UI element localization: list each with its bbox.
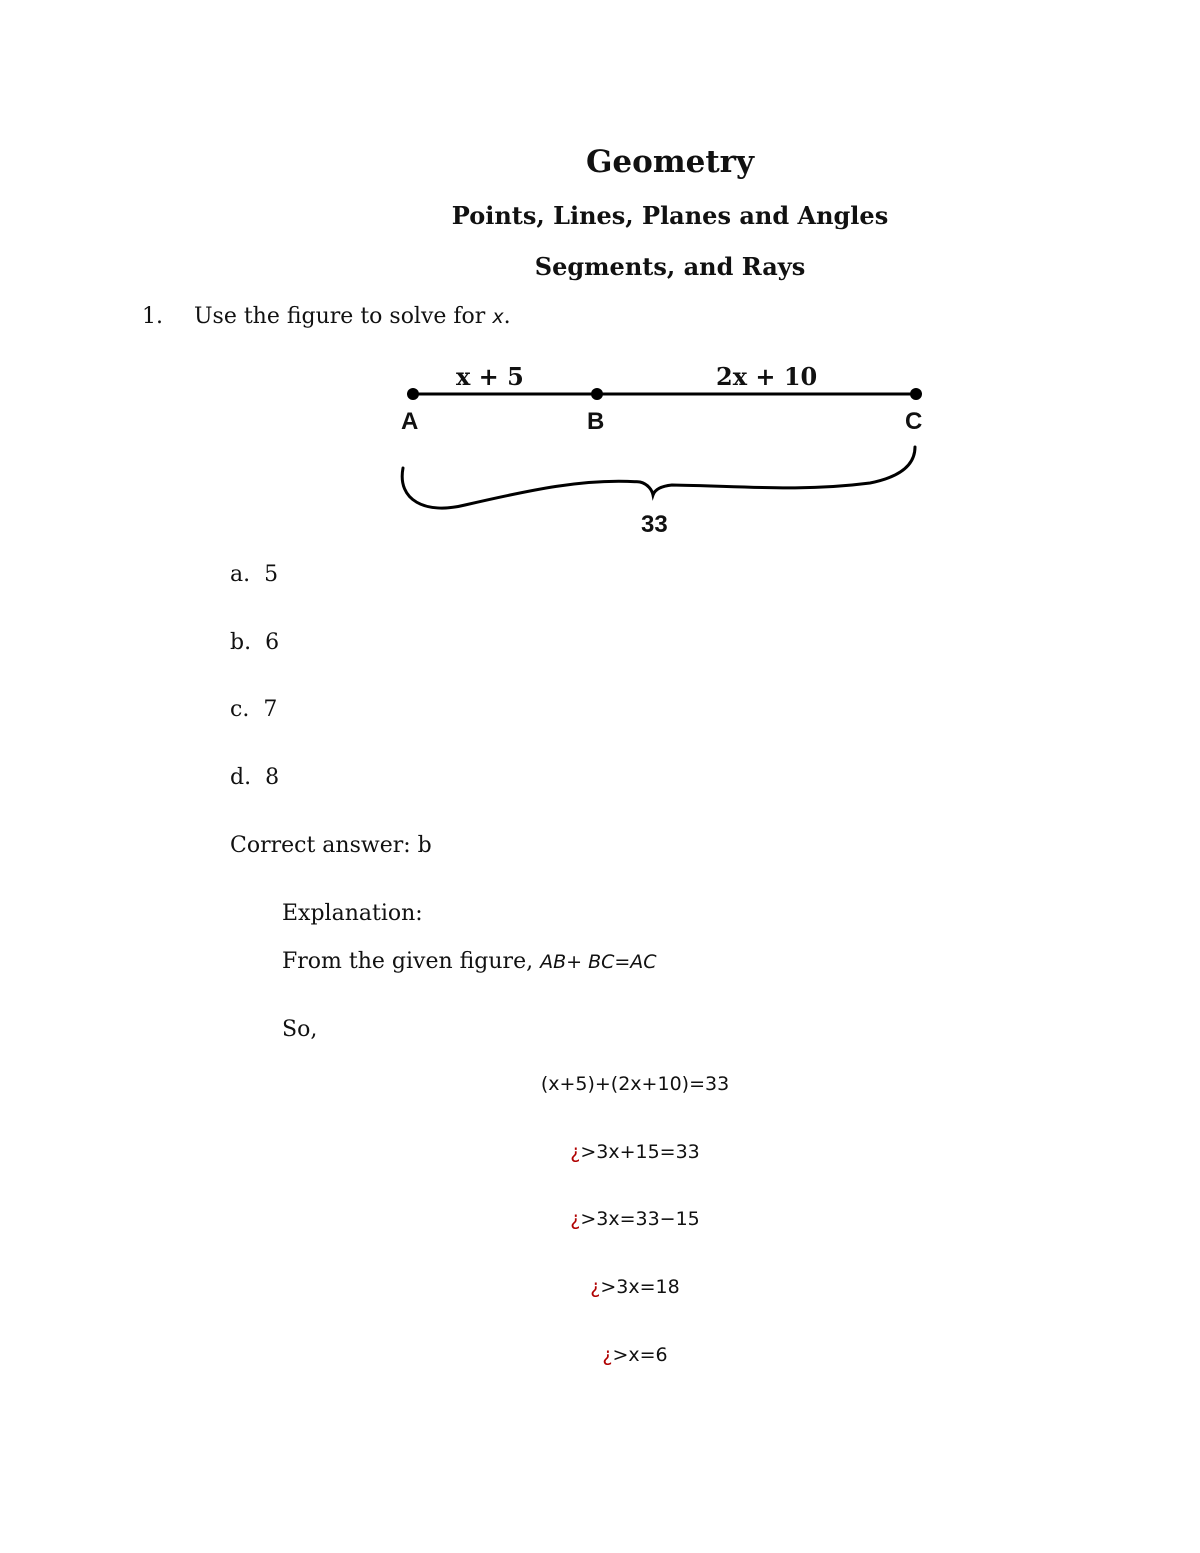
- point-b-label: B: [587, 408, 605, 435]
- option-letter: a.: [230, 562, 251, 587]
- question-prompt-end: .: [503, 304, 511, 329]
- page-title: Geometry: [585, 144, 755, 180]
- explanation-heading: Explanation:: [282, 901, 423, 926]
- label-bc-text: 2x + 10: [716, 362, 818, 391]
- option-c: [230, 697, 277, 722]
- equation-4: [0, 1276, 1200, 1298]
- point-b-dot: [591, 388, 603, 400]
- equation-2: [0, 1141, 1200, 1163]
- question-variable: x: [492, 306, 504, 328]
- point-c-dot: [910, 388, 922, 400]
- equation-4-error-glyph: ¿: [590, 1276, 601, 1298]
- option-letter: c.: [230, 697, 250, 722]
- explanation-intro-text: From the given figure,: [282, 949, 534, 974]
- correct-answer: Correct answer: b: [230, 833, 432, 858]
- total-length-label: 33: [641, 511, 668, 538]
- point-a-dot: [407, 388, 419, 400]
- option-letter: b.: [230, 630, 252, 655]
- equation-3-error-glyph: ¿: [570, 1208, 581, 1230]
- equation-2-error-glyph: ¿: [570, 1141, 581, 1163]
- point-c-label: C: [905, 408, 923, 435]
- equation-5-error-glyph: ¿: [602, 1344, 613, 1366]
- label-ab-text: x + 5: [456, 362, 524, 391]
- option-value: 7: [263, 697, 278, 722]
- equation-3: [0, 1208, 1200, 1230]
- question-number: 1.: [142, 304, 163, 329]
- question-prompt-text: Use the figure to solve for: [194, 304, 486, 329]
- option-letter: d.: [230, 765, 252, 790]
- equation-5-text: >x=6: [612, 1344, 668, 1366]
- option-a: [230, 562, 278, 587]
- label-ab: [456, 362, 524, 391]
- point-a-label: A: [401, 408, 419, 435]
- equation-5: [0, 1344, 1200, 1366]
- segment-figure: [0, 0, 1200, 560]
- equation-4-text: >3x=18: [600, 1276, 680, 1298]
- option-value: 8: [265, 765, 280, 790]
- subtitle-segments-rays: Segments, and Rays: [534, 252, 806, 281]
- label-bc: [716, 362, 817, 391]
- explanation-relation: AB+ BC=AC: [540, 951, 657, 973]
- option-b: [230, 630, 279, 655]
- equation-2-text: >3x+15=33: [580, 1141, 700, 1163]
- option-value: 6: [265, 630, 280, 655]
- brace-curve: [402, 447, 915, 508]
- option-d: [230, 765, 279, 790]
- equation-3-text: >3x=33−15: [580, 1208, 700, 1230]
- explanation-intro: [282, 949, 657, 974]
- option-value: 5: [264, 562, 279, 587]
- equation-1: (x+5)+(2x+10)=33: [540, 1073, 730, 1095]
- explanation-so: So,: [282, 1017, 318, 1042]
- subtitle-points-lines: Points, Lines, Planes and Angles: [451, 201, 889, 230]
